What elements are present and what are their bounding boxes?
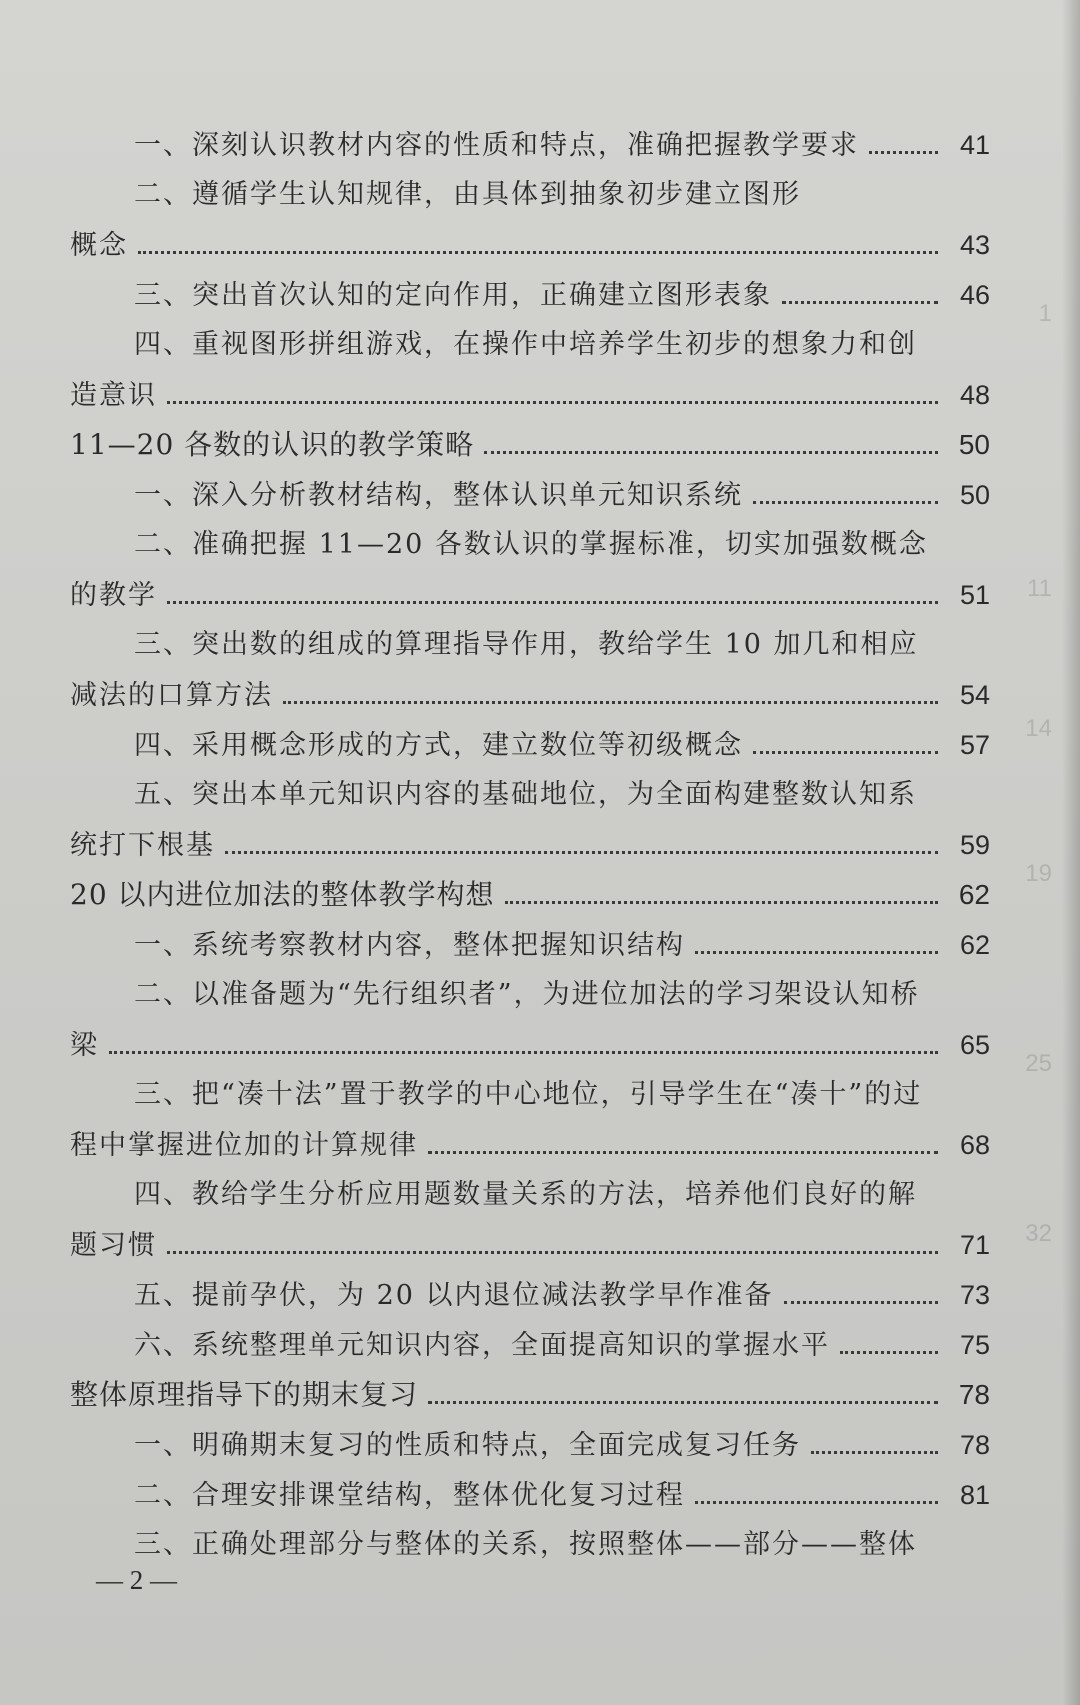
toc-entry-line <box>70 770 990 820</box>
bleed-through-mark: 1 <box>1038 300 1052 327</box>
toc-page-number: 75 <box>959 1330 990 1360</box>
toc-page-number: 73 <box>959 1280 990 1310</box>
toc-entry <box>70 920 990 970</box>
toc-entry-line <box>70 470 990 520</box>
table-of-contents <box>70 120 990 1570</box>
toc-section-title: 四、重视图形拼组游戏，在操作中培养学生初步的想象力和创 <box>134 329 917 360</box>
toc-entry-line <box>70 420 990 470</box>
toc-page-number: 50 <box>959 480 990 510</box>
toc-entry-continuation <box>70 370 990 420</box>
toc-entry-line <box>70 1270 990 1320</box>
toc-entry-line <box>70 170 990 220</box>
toc-entry-line <box>70 1370 990 1420</box>
toc-entry <box>70 1420 990 1470</box>
toc-section-title: 二、合理安排课堂结构，整体优化复习过程 <box>134 1480 685 1511</box>
toc-leader-dots <box>225 851 938 854</box>
toc-entry-line <box>70 920 990 970</box>
toc-chapter-title: 11—20 各数的认识的教学策略 <box>70 428 475 461</box>
toc-leader-dots <box>695 951 938 954</box>
toc-entry <box>70 120 990 170</box>
toc-leader-dots <box>109 1051 938 1054</box>
toc-section-title: 一、明确期末复习的性质和特点，全面完成复习任务 <box>134 1430 801 1461</box>
page-number-footer: — 2 — <box>96 1565 177 1595</box>
toc-entry <box>70 1070 990 1170</box>
toc-entry <box>70 770 990 870</box>
toc-entry <box>70 1370 990 1420</box>
toc-leader-dots <box>811 1451 938 1454</box>
toc-leader-dots <box>784 1301 938 1304</box>
toc-leader-dots <box>138 251 938 254</box>
toc-entry-line <box>70 1170 990 1220</box>
toc-section-title: 题习惯 <box>70 1230 157 1261</box>
bleed-through-mark: 32 <box>1025 1220 1052 1247</box>
toc-entry <box>70 970 990 1070</box>
toc-leader-dots <box>428 1151 938 1154</box>
toc-entry-continuation <box>70 1220 990 1270</box>
toc-entry-continuation <box>70 1020 990 1070</box>
toc-entry <box>70 420 990 470</box>
toc-entry-line <box>70 1470 990 1520</box>
toc-entry <box>70 320 990 420</box>
toc-leader-dots <box>167 1251 938 1254</box>
toc-section-title: 三、正确处理部分与整体的关系，按照整体——部分——整体 <box>134 1529 917 1560</box>
toc-page-number: 81 <box>959 1480 990 1510</box>
toc-leader-dots <box>283 701 938 704</box>
toc-section-title: 减法的口算方法 <box>70 680 273 711</box>
toc-leader-dots <box>753 501 938 504</box>
toc-entry-line <box>70 620 990 670</box>
toc-entry <box>70 1520 990 1570</box>
toc-entry <box>70 870 990 920</box>
toc-section-title: 程中掌握进位加的计算规律 <box>70 1130 418 1161</box>
bleed-through-mark: 14 <box>1025 715 1052 742</box>
toc-entry-continuation <box>70 570 990 620</box>
toc-section-title: 一、系统考察教材内容，整体把握知识结构 <box>134 930 685 961</box>
toc-page-number: 62 <box>958 879 990 910</box>
toc-page-number: 78 <box>958 1379 990 1410</box>
toc-leader-dots <box>840 1351 938 1354</box>
toc-leader-dots <box>484 451 938 454</box>
toc-section-title: 造意识 <box>70 380 157 411</box>
toc-page-number: 68 <box>959 1130 990 1160</box>
toc-page-number: 51 <box>959 580 990 610</box>
toc-section-title: 的教学 <box>70 580 157 611</box>
toc-section-title: 三、突出数的组成的算理指导作用，教给学生 10 加几和相应 <box>134 629 919 660</box>
toc-leader-dots <box>869 151 938 154</box>
toc-page-number: 43 <box>959 230 990 260</box>
bleed-through-mark: 19 <box>1025 860 1052 887</box>
toc-entry <box>70 270 990 320</box>
toc-page-number: 59 <box>959 830 990 860</box>
toc-section-title: 四、教给学生分析应用题数量关系的方法，培养他们良好的解 <box>134 1179 917 1210</box>
toc-section-title: 一、深刻认识教材内容的性质和特点，准确把握教学要求 <box>134 130 859 161</box>
toc-entry <box>70 1270 990 1320</box>
toc-leader-dots <box>753 751 938 754</box>
toc-entry-continuation <box>70 220 990 270</box>
toc-page-number: 50 <box>958 429 990 460</box>
toc-entry-line <box>70 1320 990 1370</box>
toc-section-title: 三、突出首次认知的定向作用，正确建立图形表象 <box>134 280 772 311</box>
toc-page-number: 41 <box>959 130 990 160</box>
toc-entry-line <box>70 1420 990 1470</box>
toc-entry <box>70 1470 990 1520</box>
toc-page-number: 46 <box>959 280 990 310</box>
toc-leader-dots <box>782 301 938 304</box>
toc-entry <box>70 170 990 270</box>
toc-section-title: 统打下根基 <box>70 830 215 861</box>
toc-section-title: 三、把“凑十法”置于教学的中心地位，引导学生在“凑十”的过 <box>134 1079 923 1110</box>
bleed-through-mark: 25 <box>1025 1050 1052 1077</box>
toc-entry-line <box>70 970 990 1020</box>
toc-section-title: 二、遵循学生认知规律，由具体到抽象初步建立图形 <box>134 179 801 210</box>
toc-section-title: 梁 <box>70 1030 99 1061</box>
toc-page-number: 65 <box>959 1030 990 1060</box>
toc-page-number: 48 <box>959 380 990 410</box>
toc-section-title: 六、系统整理单元知识内容，全面提高知识的掌握水平 <box>134 1330 830 1361</box>
toc-section-title: 五、提前孕伏，为 20 以内退位减法教学早作准备 <box>134 1280 774 1311</box>
bleed-through-mark: 11 <box>1027 575 1052 602</box>
toc-section-title: 二、以准备题为“先行组织者”，为进位加法的学习架设认知桥 <box>134 979 920 1010</box>
toc-section-title: 二、准确把握 11—20 各数认识的掌握标准，切实加强数概念 <box>134 529 928 560</box>
toc-page-number: 57 <box>959 730 990 760</box>
toc-section-title: 四、采用概念形成的方式，建立数位等初级概念 <box>134 730 743 761</box>
toc-entry-continuation <box>70 1120 990 1170</box>
toc-entry-line <box>70 320 990 370</box>
toc-section-title: 五、突出本单元知识内容的基础地位，为全面构建整数认知系 <box>134 779 917 810</box>
toc-leader-dots <box>428 1401 938 1404</box>
toc-leader-dots <box>695 1501 938 1504</box>
toc-entry <box>70 1320 990 1370</box>
toc-section-title: 概念 <box>70 230 128 261</box>
toc-section-title: 一、深入分析教材结构，整体认识单元知识系统 <box>134 480 743 511</box>
toc-entry-continuation <box>70 820 990 870</box>
toc-entry-line <box>70 720 990 770</box>
toc-entry-line <box>70 120 990 170</box>
toc-leader-dots <box>167 401 938 404</box>
toc-page-number: 54 <box>959 680 990 710</box>
toc-leader-dots <box>505 901 938 904</box>
toc-page-number: 71 <box>959 1230 990 1260</box>
toc-entry-line <box>70 270 990 320</box>
toc-entry-line <box>70 1520 990 1570</box>
toc-leader-dots <box>167 601 938 604</box>
toc-entry-line <box>70 520 990 570</box>
toc-entry <box>70 470 990 520</box>
toc-page-number: 78 <box>959 1430 990 1460</box>
toc-chapter-title: 20 以内进位加法的整体教学构想 <box>70 878 495 911</box>
toc-entry-line <box>70 1070 990 1120</box>
page-edge-shadow <box>1062 0 1080 1705</box>
toc-entry <box>70 720 990 770</box>
toc-entry-line <box>70 870 990 920</box>
toc-entry <box>70 1170 990 1270</box>
toc-entry <box>70 620 990 720</box>
toc-entry <box>70 520 990 620</box>
toc-chapter-title: 整体原理指导下的期末复习 <box>70 1378 419 1411</box>
toc-page-number: 62 <box>959 930 990 960</box>
toc-entry-continuation <box>70 670 990 720</box>
